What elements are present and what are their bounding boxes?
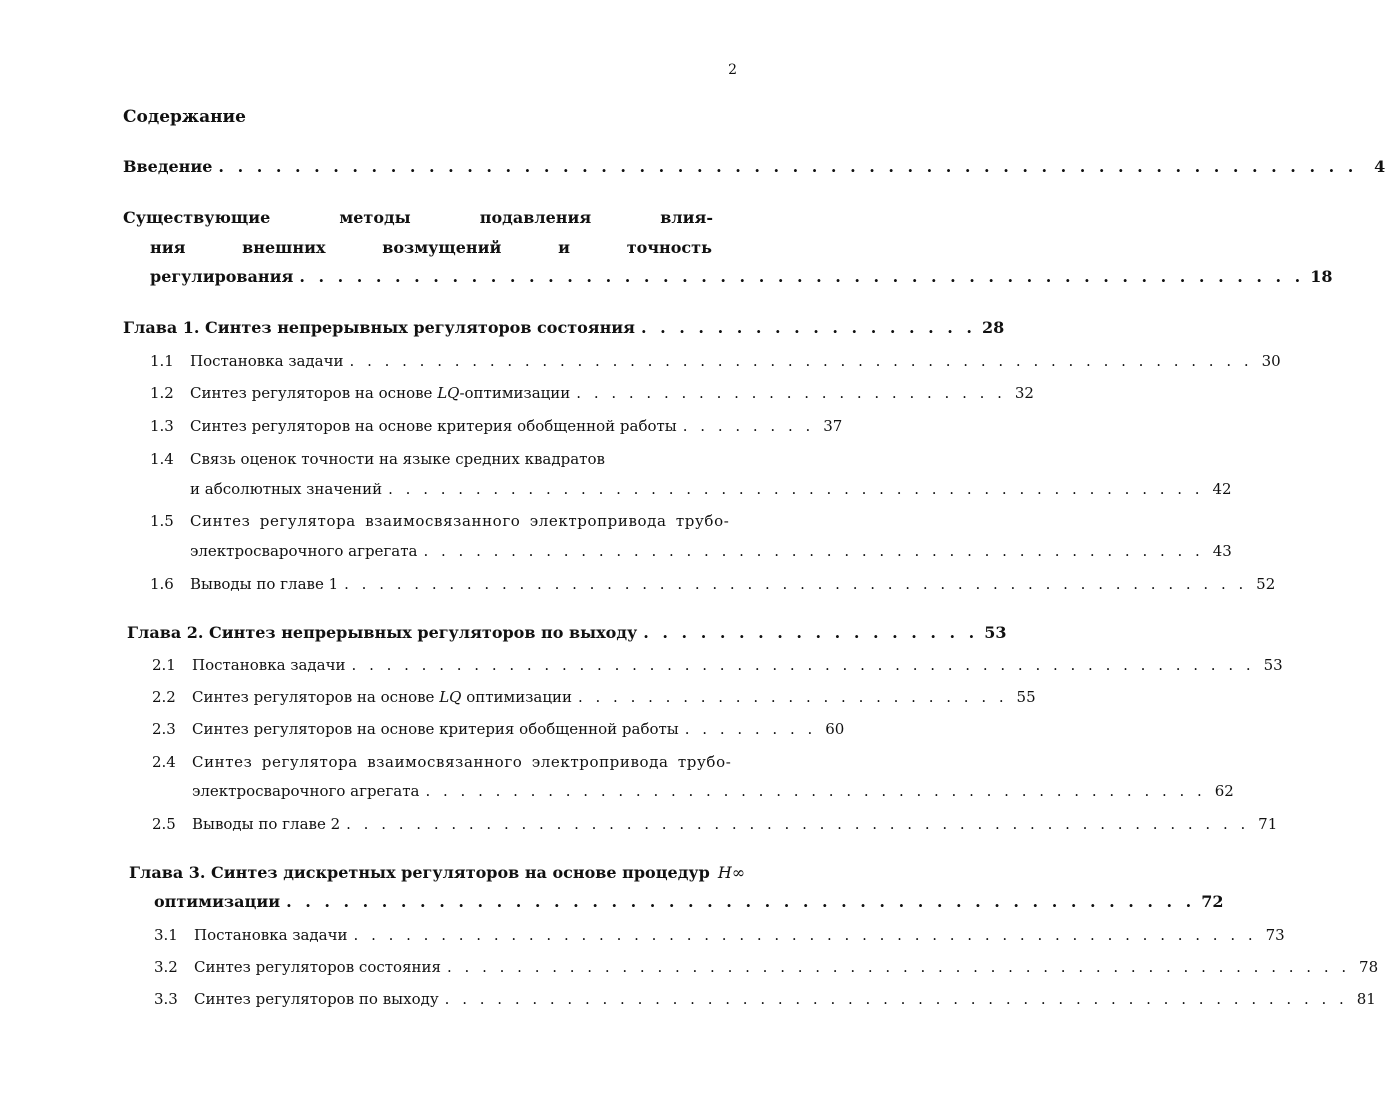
leader-dots: . . . . . . . . . . . . . . . . . . . . . . . . . . . . . . . . . . . . . . . . . . . . . . . . . . . . [447, 958, 1351, 976]
page-number: 2 [728, 62, 737, 78]
section-title-post: оптимизации [461, 688, 572, 706]
section-page: 62 [1214, 782, 1234, 800]
toc-section-2-1[interactable] [152, 656, 1283, 674]
word: подавления [479, 208, 592, 227]
toc-section-1-6[interactable] [150, 575, 1276, 593]
toc-section-1-2[interactable] [150, 384, 1034, 402]
section-title-line2: электросварочного агрегата [192, 782, 420, 800]
chapter-page: 28 [981, 318, 1005, 337]
toc-entry-existing-line1[interactable] [123, 208, 713, 227]
section-number: 1.6 [150, 575, 174, 593]
section-number: 1.2 [150, 384, 174, 402]
leader-dots: . . . . . . . . . . . . . . . . . . . . . . . . . . . . . . . . . . . . . . . . . . . . . . . . . . . . [346, 815, 1250, 833]
toc-chapter-3-line1[interactable] [129, 863, 746, 882]
toc-section-2-5[interactable] [152, 815, 1278, 833]
word: методы [339, 208, 411, 227]
leader-dots: . . . . . . . . . . . . . . . . . . . . . . . . . . . . . . . . . . . . . . . . . . . . . . . . . . . . [349, 352, 1253, 370]
toc-entry-existing-line2[interactable] [150, 238, 712, 257]
chapter-title-line1: Глава 3. Синтез дискретных регуляторов на основе процедур [129, 863, 710, 882]
chapter-title: Глава 2. Синтез непрерывных регуляторов по выходу [127, 623, 638, 642]
toc-section-3-2[interactable] [154, 958, 1379, 976]
math-h-infinity: H∞ [717, 863, 746, 882]
leader-dots: . . . . . . . . [682, 417, 815, 435]
chapter-title-line2: оптимизации [154, 892, 281, 911]
toc-section-2-2[interactable] [152, 688, 1036, 706]
section-number: 3.3 [154, 990, 178, 1008]
toc-chapter-2[interactable] [127, 623, 1007, 642]
section-title-line2: и абсолютных значений [190, 480, 383, 498]
section-page: 43 [1212, 542, 1232, 560]
leader-dots: . . . . . . . . . . . . . . . . . . . . . . . . . . . . . . . . . . . . . . . . . . . . . . . . . . . . [353, 926, 1257, 944]
section-title: Выводы по главе 2 [192, 815, 341, 833]
section-page: 78 [1359, 958, 1379, 976]
leader-dots: . . . . . . . . . . . . . . . . . . . . . . . . . [577, 688, 1008, 706]
word: Существующие [123, 208, 271, 227]
section-number: 2.3 [152, 720, 176, 738]
toc-section-3-1[interactable] [154, 926, 1285, 944]
toc-section-1-4-line2[interactable] [190, 480, 1232, 498]
entry-page: 4 [1374, 157, 1385, 176]
leader-dots: . . . . . . . . . . . . . . . . . . . . . . . . . . . . . . . . . . . . . . . . . . . . . [423, 542, 1204, 560]
section-title: Постановка задачи [194, 926, 348, 944]
section-number: 2.2 [152, 688, 176, 706]
leader-dots: . . . . . . . . . . . . . . . . . . [641, 318, 976, 337]
leader-dots: . . . . . . . . [684, 720, 817, 738]
section-title: Синтез регуляторов по выходу [194, 990, 439, 1008]
section-number: 2.1 [152, 656, 176, 674]
toc-entry-existing-line3[interactable] [150, 267, 1333, 286]
leader-dots: . . . . . . . . . . . . . . . . . . . . . . . . . [576, 384, 1006, 402]
section-title-pre: Синтез регуляторов на основе [192, 688, 440, 706]
section-title: Синтез регуляторов на основе критерия обобщенной работы [192, 720, 679, 738]
leader-dots: . . . . . . . . . . . . . . . . . . . . . . . . . . . . . . . . . . . . . . . . . . . . . [425, 782, 1206, 800]
leader-dots: . . . . . . . . . . . . . . . . . . . . . . . . . . . . . . . . . . . . . . . . . . . . . . . . . . . . [344, 575, 1248, 593]
toc-chapter-1[interactable] [123, 318, 1005, 337]
section-title-line1: Синтез регулятора взаимосвязанного электропривода трубо- [192, 753, 732, 771]
toc-chapter-3-line2[interactable] [154, 892, 1224, 911]
toc-section-1-5-line1[interactable] [150, 512, 738, 530]
word: и [558, 238, 570, 257]
entry-title: регулирования [150, 267, 294, 286]
toc-section-2-4-line2[interactable] [192, 782, 1234, 800]
section-page: 42 [1212, 480, 1232, 498]
chapter-page: 72 [1201, 892, 1224, 911]
section-number: 1.5 [150, 512, 174, 530]
toc-section-2-4-line1[interactable] [152, 753, 740, 771]
math-lq: LQ [437, 384, 460, 402]
section-page: 81 [1356, 990, 1376, 1008]
section-number: 2.4 [152, 753, 176, 771]
chapter-page: 53 [984, 623, 1007, 642]
section-title-pre: Синтез регуляторов на основе [190, 384, 438, 402]
leader-dots: . . . . . . . . . . . . . . . . . . [643, 623, 979, 642]
section-title-line1: Синтез регулятора взаимосвязанного электропривода трубо- [190, 512, 730, 530]
toc-section-3-3[interactable] [154, 990, 1376, 1008]
section-page: 71 [1258, 815, 1278, 833]
section-title: Постановка задачи [190, 352, 344, 370]
section-number: 1.1 [150, 352, 174, 370]
section-number: 3.2 [154, 958, 178, 976]
section-page: 32 [1014, 384, 1034, 402]
word: влия- [660, 208, 713, 227]
toc-section-1-1[interactable] [150, 352, 1281, 370]
word: точность [626, 238, 712, 257]
section-title: Синтез регуляторов состояния [194, 958, 442, 976]
leader-dots: . . . . . . . . . . . . . . . . . . . . . . . . . . . . . . . . . . . . . . . . . . . . . . . . . . . . [444, 990, 1348, 1008]
section-title: Синтез регуляторов на основе критерия обобщенной работы [190, 417, 677, 435]
section-title: Выводы по главе 1 [190, 575, 339, 593]
section-page: 37 [823, 417, 843, 435]
toc-heading: Содержание [123, 107, 246, 127]
section-number: 2.5 [152, 815, 176, 833]
section-number: 1.4 [150, 450, 174, 468]
toc-section-1-5-line2[interactable] [190, 542, 1232, 560]
toc-section-2-3[interactable] [152, 720, 845, 738]
word: возмущений [382, 238, 502, 257]
entry-page: 18 [1310, 267, 1333, 286]
section-title-line2: электросварочного агрегата [190, 542, 418, 560]
leader-dots: . . . . . . . . . . . . . . . . . . . . . . . . . . . . . . . . . . . . . . . . . . . . . . . [388, 480, 1204, 498]
leader-dots: . . . . . . . . . . . . . . . . . . . . . . . . . . . . . . . . . . . . . . . . . . . . . . . . [286, 892, 1196, 911]
section-title-post: -оптимизации [459, 384, 571, 402]
section-title: Постановка задачи [192, 656, 346, 674]
entry-title: Введение [123, 157, 213, 176]
section-page: 73 [1265, 926, 1285, 944]
section-page: 53 [1263, 656, 1283, 674]
toc-entry-intro[interactable] [123, 157, 1385, 176]
math-lq: LQ [439, 688, 462, 706]
word: ния [150, 238, 186, 257]
section-page: 52 [1256, 575, 1276, 593]
leader-dots: . . . . . . . . . . . . . . . . . . . . . . . . . . . . . . . . . . . . . . . . . . . . . . . . . . . . . [299, 267, 1305, 286]
toc-section-1-4-line1[interactable] [150, 450, 738, 468]
section-number: 1.3 [150, 417, 174, 435]
leader-dots: . . . . . . . . . . . . . . . . . . . . . . . . . . . . . . . . . . . . . . . . . . . . . . . . . . . . [351, 656, 1255, 674]
section-number: 3.1 [154, 926, 178, 944]
section-page: 55 [1016, 688, 1036, 706]
section-page: 30 [1261, 352, 1281, 370]
chapter-title: Глава 1. Синтез непрерывных регуляторов состояния [123, 318, 635, 337]
section-page: 60 [825, 720, 845, 738]
word: внешних [242, 238, 326, 257]
leader-dots: . . . . . . . . . . . . . . . . . . . . . . . . . . . . . . . . . . . . . . . . . . . . . . . . . . . . . . . . . . . . [218, 157, 1358, 176]
section-title-line1: Связь оценок точности на языке средних квадратов [190, 450, 605, 468]
toc-section-1-3[interactable] [150, 417, 843, 435]
